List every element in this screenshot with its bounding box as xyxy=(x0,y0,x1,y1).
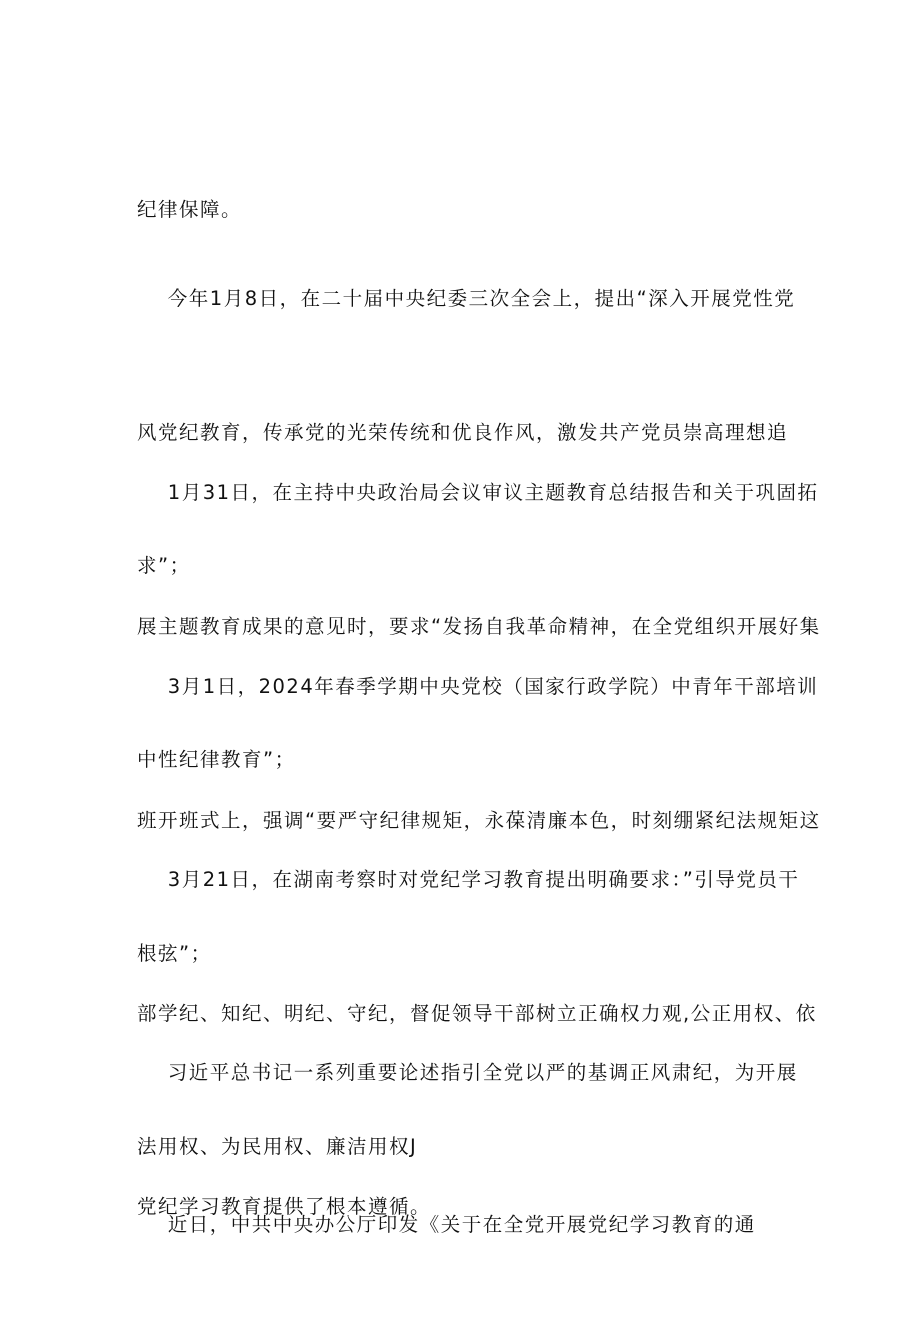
text-line: 中性纪律教育”； xyxy=(137,748,296,771)
text-line: 3月21日，在湖南考察时对党纪学习教育提出明确要求：”引导党员干 xyxy=(137,868,800,891)
text-line: 求”； xyxy=(137,554,191,577)
text-line: 近日，中共中央办公厅印发《关于在全党开展党纪学习教育的通 xyxy=(137,1213,756,1236)
text-line: 3月1日，2024年春季学期中央党校（国家行政学院）中青年干部培训 xyxy=(137,675,819,698)
text-line: 展主题教育成果的意见时，要求“发扬自我革命精神，在全党组织开展好集 xyxy=(137,614,821,638)
text-line: 习近平总书记一系列重要论述指引全党以严的基调正风肃纪，为开展 xyxy=(137,1061,798,1084)
text-line: 纪律保障。 xyxy=(137,198,243,221)
text-line: 班开班式上，强调“要严守纪律规矩，永葆清廉本色，时刻绷紧纪法规矩这 xyxy=(137,808,821,832)
text-line: 今年1月8日，在二十届中央纪委三次全会上，提出“深入开展党性党 xyxy=(137,287,796,310)
text-line: 法用权、为民用权、廉洁用权J xyxy=(137,1135,418,1158)
paragraph-7 xyxy=(137,1114,797,1337)
text-line: 部学纪、知纪、明纪、守纪，督促领导干部树立正确权力观,公正用权、依 xyxy=(137,1001,817,1025)
text-line: 1月31日，在主持中央政治局会议审议主题教育总结报告和关于巩固拓 xyxy=(137,481,819,504)
text-line: 根弦”； xyxy=(137,942,212,965)
text-line: 党纪学习教育提供了根本遵循。 xyxy=(137,1194,432,1218)
text-line: 风党纪教育，传承党的光荣传统和优良作风，激发共产党员崇高理想追 xyxy=(137,420,789,444)
